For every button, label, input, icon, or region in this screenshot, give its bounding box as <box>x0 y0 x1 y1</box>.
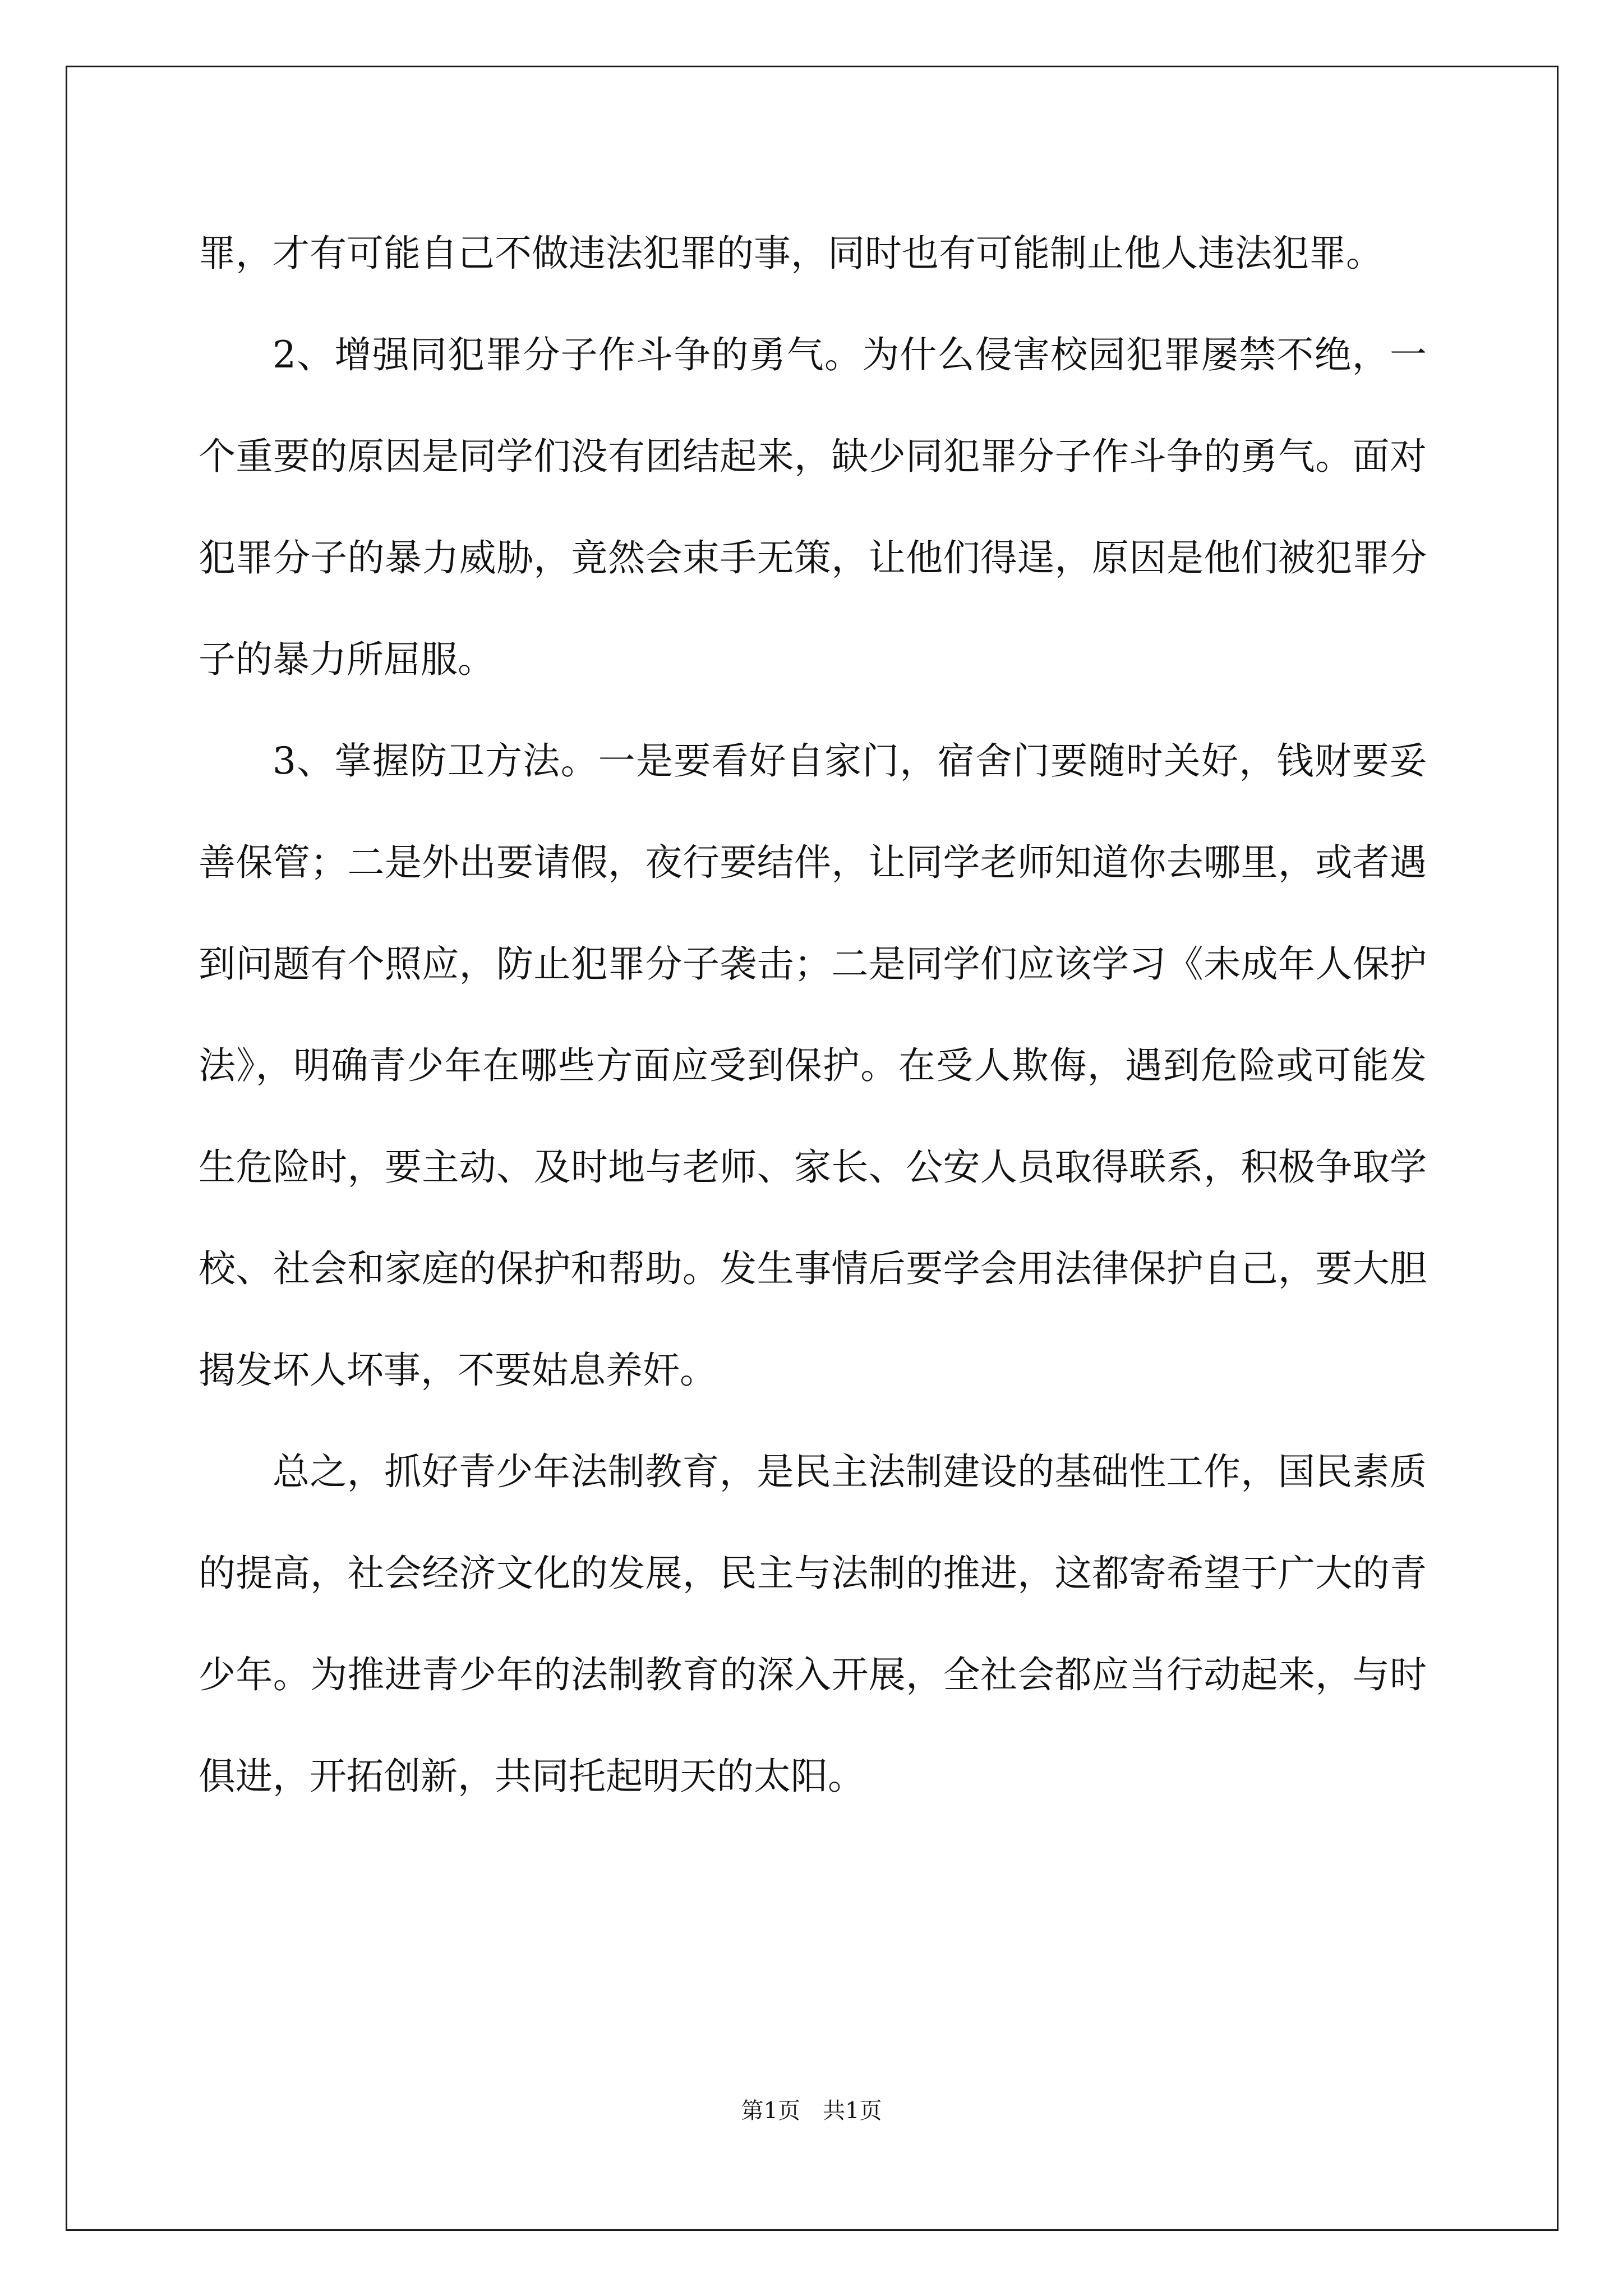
paragraph-1: 罪，才有可能自己不做违法犯罪的事，同时也有可能制止他人违法犯罪。 <box>199 232 1383 275</box>
paragraph-3: 3、掌握防卫方法。一是要看好自家门，宿舍门要随时关好，钱财要妥善保管；二是外出要请假，夜行要结伴，让同学老师知道你去哪里，或者遇到问题有个照应，防止犯罪分子袭击；二是同学们应该学习《未成年人保护法》，明确青少年在哪些方面应受到保护。在受人欺侮，遇到危险或可能发生危险时，要主动、及时地与老师、家长、公安人员取得联系，积极争取学校、社会和家庭的保护和帮助。发生事情后要学会用法律保护自己，要大胆揭发坏人坏事，不要姑息养奸。 <box>199 739 1427 1392</box>
paragraph-4: 总之，抓好青少年法制教育，是民主法制建设的基础性工作，国民素质的提高，社会经济文化的发展，民主与法制的推进，这都寄希望于广大的青少年。为推进青少年的法制教育的深入开展，全社会都应当行动起来，与时俱进，开拓创新，共同托起明天的太阳。 <box>199 1450 1427 1798</box>
page-number: 第1页 共1页 <box>741 2098 882 2124</box>
document-body <box>199 203 1427 1827</box>
paragraph-2: 2、增强同犯罪分子作斗争的勇气。为什么侵害校园犯罪屡禁不绝，一个重要的原因是同学们没有团结起来，缺少同犯罪分子作斗争的勇气。面对犯罪分子的暴力威胁，竟然会束手无策，让他们得逞，原因是他们被犯罪分子的暴力所屈服。 <box>199 333 1427 681</box>
